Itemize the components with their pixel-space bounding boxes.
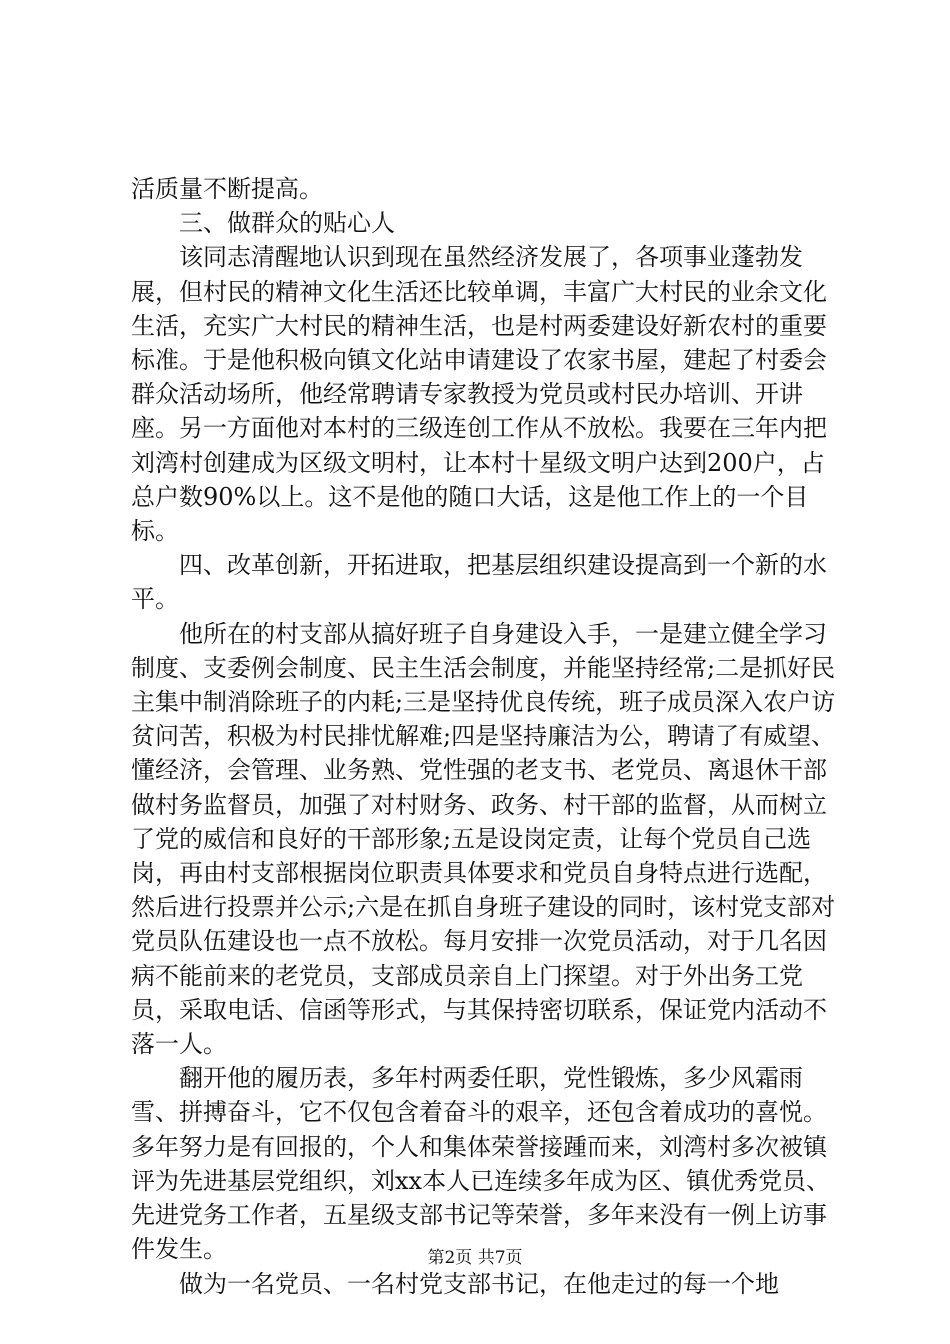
page-footer: 第2页 共7页 — [427, 1248, 523, 1268]
paragraph: 他所在的村支部从搞好班子自身建设入手，一是建立健全学习制度、支委例会制度、民主生活会制度，并能坚持经常;二是抓好民主集中制消除班子的内耗;三是坚持优良传统，班子成员深入农户访贫问苦，积极为村民排忧解难;四是坚持廉洁为公，聘请了有威望、懂经济，会管理、业务熟、党性强的老支书、老党员、离退休干部做村务监督员，加强了对村财务、政务、村干部的监督，从而树立了党的威信和良好的干部形象;五是设岗定责，让每个党员自己选岗，再由村支部根据岗位职责具体要求和党员自身特点进行选配，然后进行投票并公示;六是在抓自身班子建设的同时，该村党支部对党员队伍建设也一点不放松。每月安排一次党员活动，对于几名因病不能前来的老党员，支部成员亲自上门探望。对于外出务工党员，采取电话、信函等形式，与其保持密切联系，保证党内活动不落一人。 — [131, 619, 836, 1059]
section-heading: 三、做群众的贴心人 — [179, 209, 395, 238]
section-heading: 四、改革创新，开拓进取，把基层组织建设提高到一个新的水平。 — [131, 551, 827, 614]
paragraph: 活质量不断提高。 — [131, 175, 323, 203]
paragraph: 翻开他的履历表，多年村两委任职，党性锻炼，多少风霜雨雪、拼搏奋斗，它不仅包含着奋斗的艰辛，还包含着成功的喜悦。多年努力是有回报的，个人和集体荣誉接踵而来，刘湾村多次被镇评为先进基层党组织，刘xx本人已连续多年成为区、镇优秀党员、先进党务工作者，五星级支部书记等荣誉，多年来没有一例上访事件发生。 — [131, 1064, 831, 1264]
paragraph: 该同志清醒地认识到现在虽然经济发展了，各项事业蓬勃发展，但村民的精神文化生活还比较单调，丰富广大村民的业余文化生活，充实广大村民的精神生活，也是村两委建设好新农村的重要标准。于是他积极向镇文化站申请建设了农家书屋，建起了村委会群众活动场所，他经常聘请专家教授为党员或村民办培训、开讲座。另一方面他对本村的三级连创工作从不放松。我要在三年内把刘湾村创建成为区级文明村，让本村十星级文明户达到200户，占总户数90%以上。这不是他的随口大话，这是他工作上的一个目标。 — [131, 243, 827, 546]
paragraph: 做为一名党员、一名村党支部书记，在他走过的每一个地 — [179, 1269, 779, 1298]
document-body — [131, 172, 836, 1301]
